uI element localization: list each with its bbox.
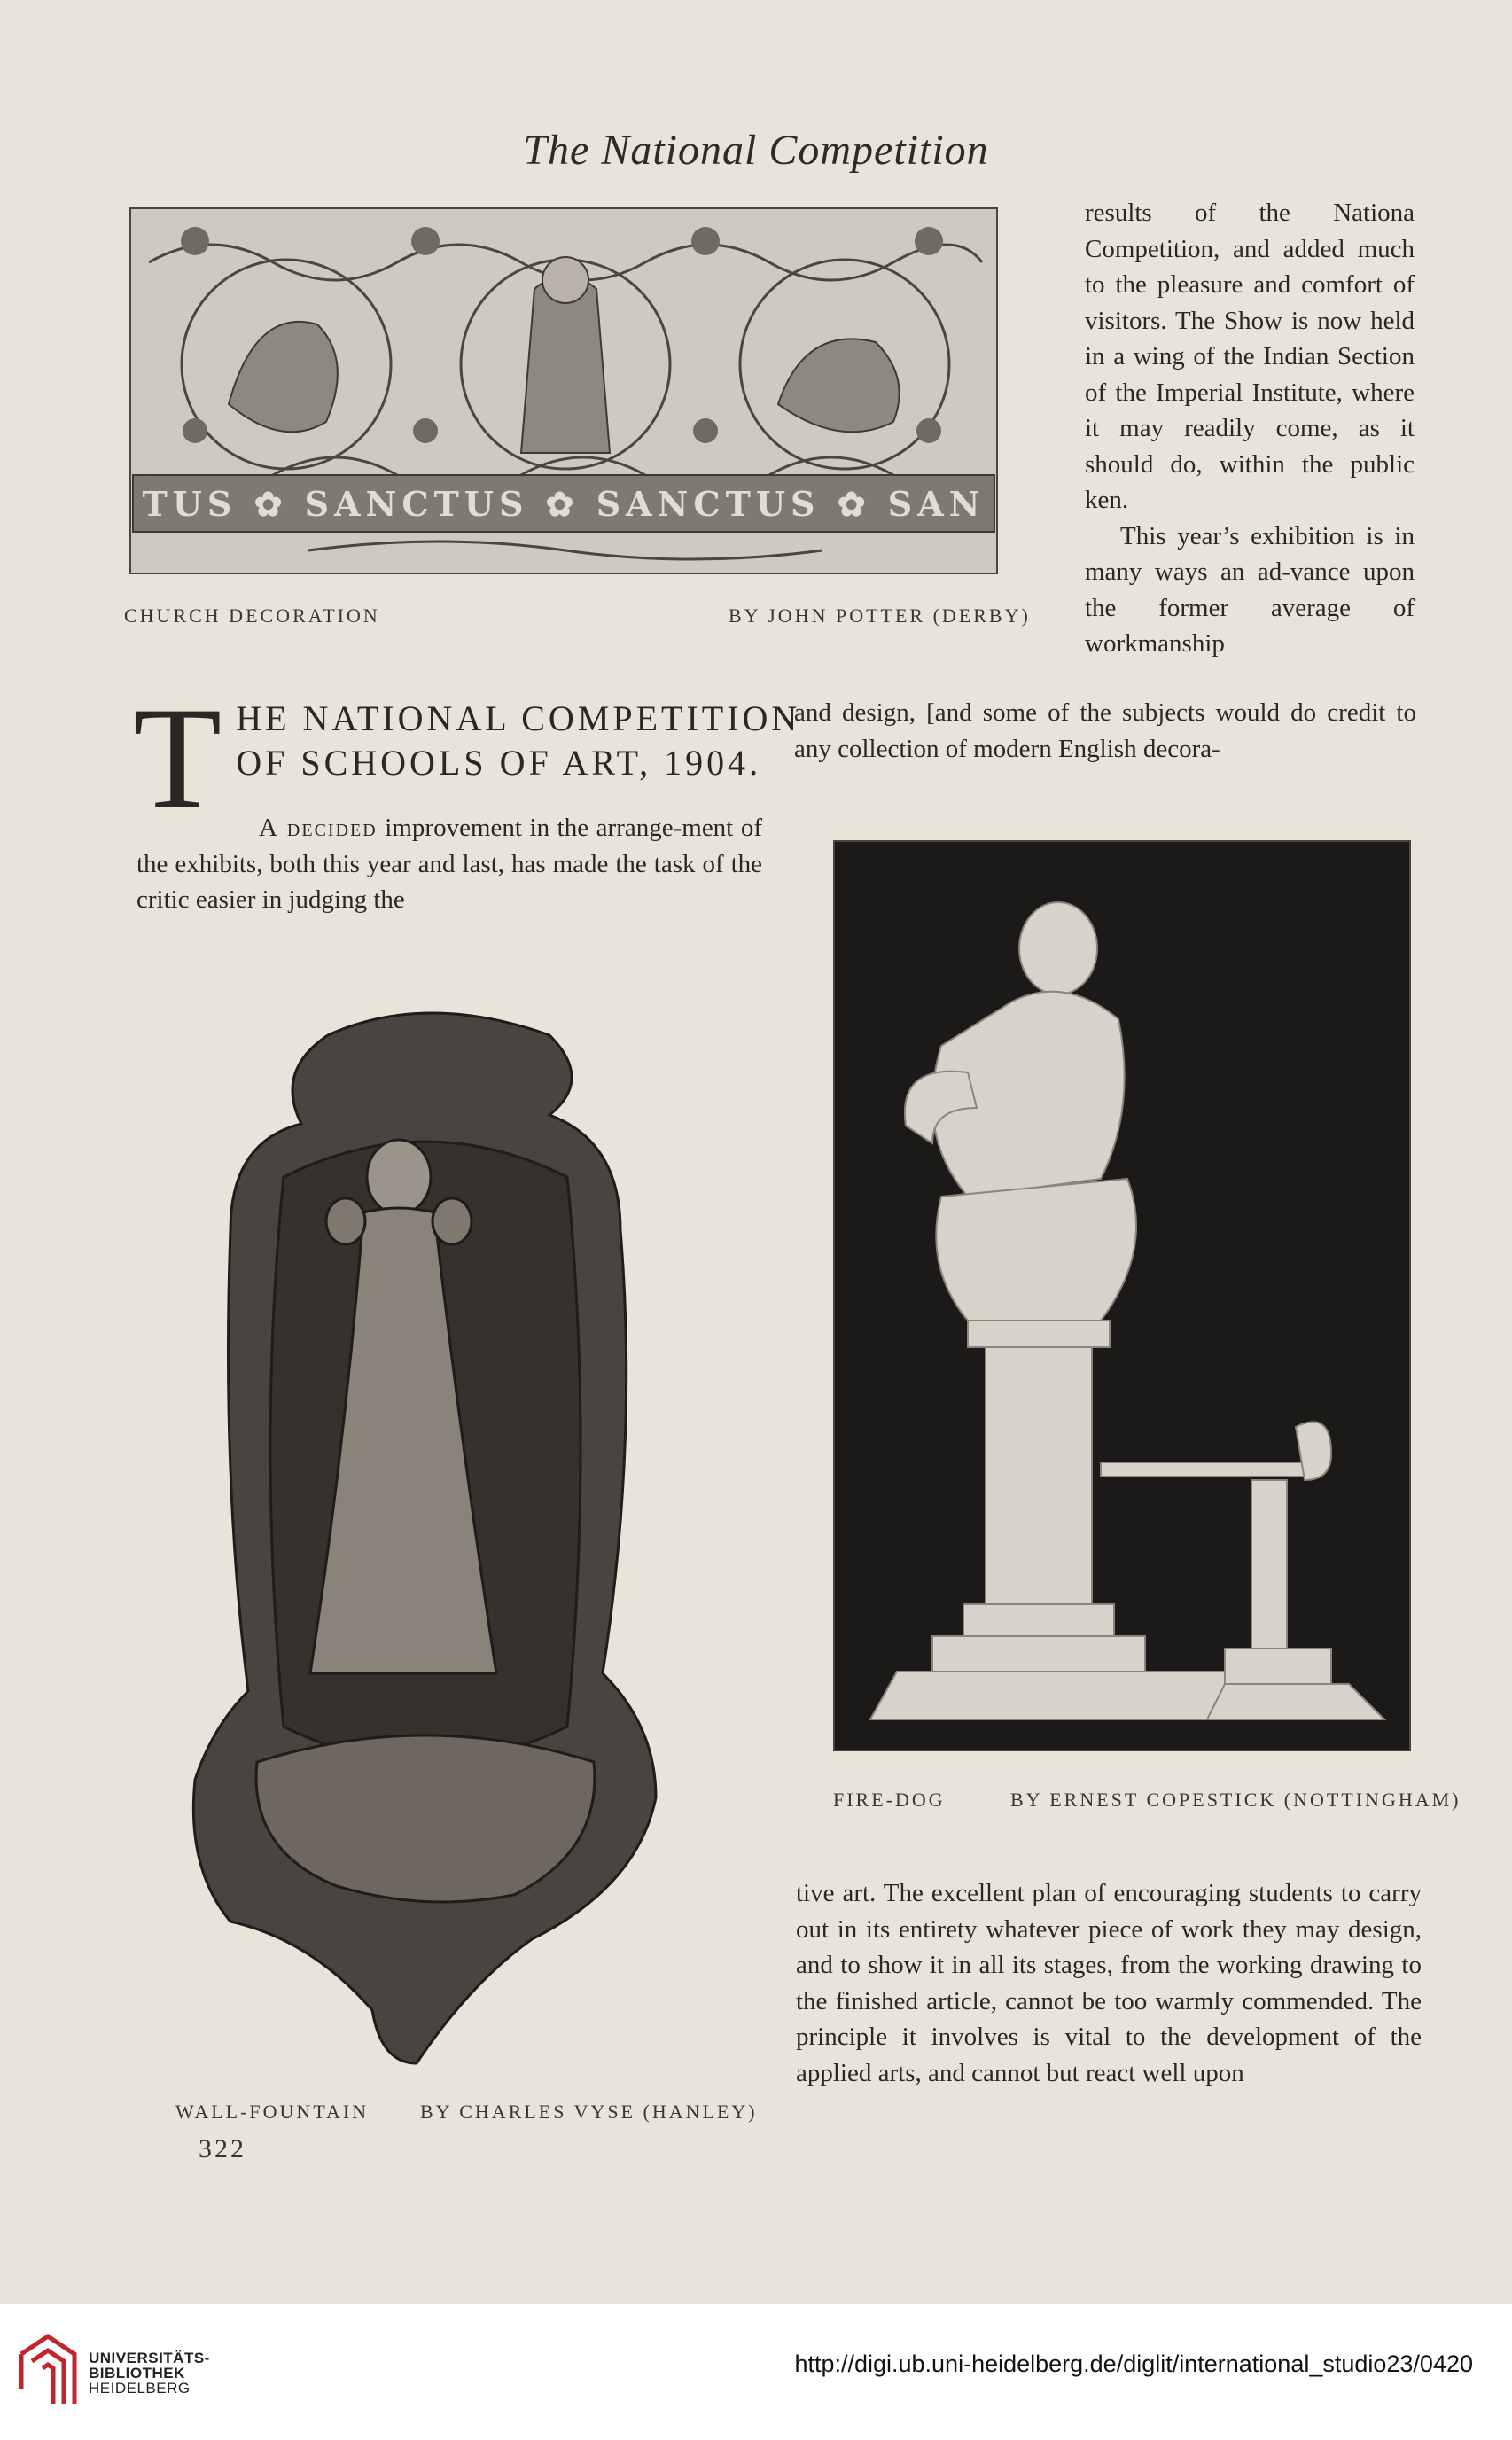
paragraph: results of the Nationa Competition, and added much to the pleasure and comfort of visitors. The Show is now held in a wing of the Indian Section of the Imperial Institute, where it may readily come, as it should do, within the public ken. (1085, 199, 1415, 514)
intro-rest: improvement in the arrange-ment of the exhibits, both this year and last, has made the task of the critic easier in judging the (136, 814, 762, 914)
heading-line-1: HE NATIONAL COMPETITION (236, 698, 801, 738)
wall-fountain-caption-title: WALL-FOUNTAIN (175, 2101, 370, 2123)
right-bottom-text (796, 1875, 1422, 2091)
wall-fountain-image (177, 1000, 674, 2072)
wall-fountain-caption-credit: BY CHARLES VYSE (HANLEY) (420, 2101, 758, 2123)
library-name-line1: UNIVERSITÄTS- (89, 2350, 210, 2366)
library-name-line2: BIBLIOTHEK (89, 2365, 185, 2382)
church-decoration-illustration (131, 209, 996, 573)
heading-line-2: OF SCHOOLS OF ART, 1904. (236, 743, 762, 783)
inscription-text: TUS ✿ SANCTUS ✿ SANCTUS ✿ SAN (142, 484, 986, 524)
footer-bar (0, 2304, 1512, 2440)
library-name-line3: HEIDELBERG (89, 2380, 191, 2397)
fire-dog-sculpture (835, 842, 1409, 1750)
paragraph: This year’s exhibition is in many ways an ad-vance upon the former average of workmanship (1085, 521, 1415, 658)
wall-fountain-sculpture (177, 1000, 674, 2072)
fire-dog-image (833, 840, 1411, 1751)
drop-cap: T (133, 678, 222, 838)
digital-object-link[interactable]: http://digi.ub.uni-heidelberg.de/diglit/international_studio23/0420 (794, 2350, 1473, 2377)
fire-dog-caption-credit: BY ERNEST COPESTICK (NOTTINGHAM) (1010, 1789, 1461, 1811)
right-column-top-text (1085, 195, 1415, 662)
paragraph: tive art. The excellent plan of encouraging students to carry out in its entirety whatever piece of work they may design, and to show it in all its stages, from the working drawing to the finished article, cannot be too warmly commended. The principle it involves is vital to the development of the applied arts, and cannot but react well upon (796, 1879, 1422, 2087)
church-decoration-caption-credit: BY JOHN POTTER (DERBY) (729, 604, 1031, 627)
library-name (89, 2350, 210, 2396)
church-decoration-image (129, 207, 998, 574)
intro-lead: A decided (259, 814, 378, 842)
church-decoration-caption-title: CHURCH DECORATION (124, 604, 380, 627)
fire-dog-caption-title: FIRE-DOG (833, 1789, 946, 1811)
library-logo-icon (12, 2327, 83, 2413)
right-wide-text (794, 695, 1416, 767)
running-head: The National Competition (523, 127, 989, 174)
page-number: 322 (199, 2134, 246, 2163)
paragraph: and design, [and some of the subjects would do credit to any collection of modern English decora- (794, 698, 1416, 763)
intro-paragraph (136, 810, 762, 918)
